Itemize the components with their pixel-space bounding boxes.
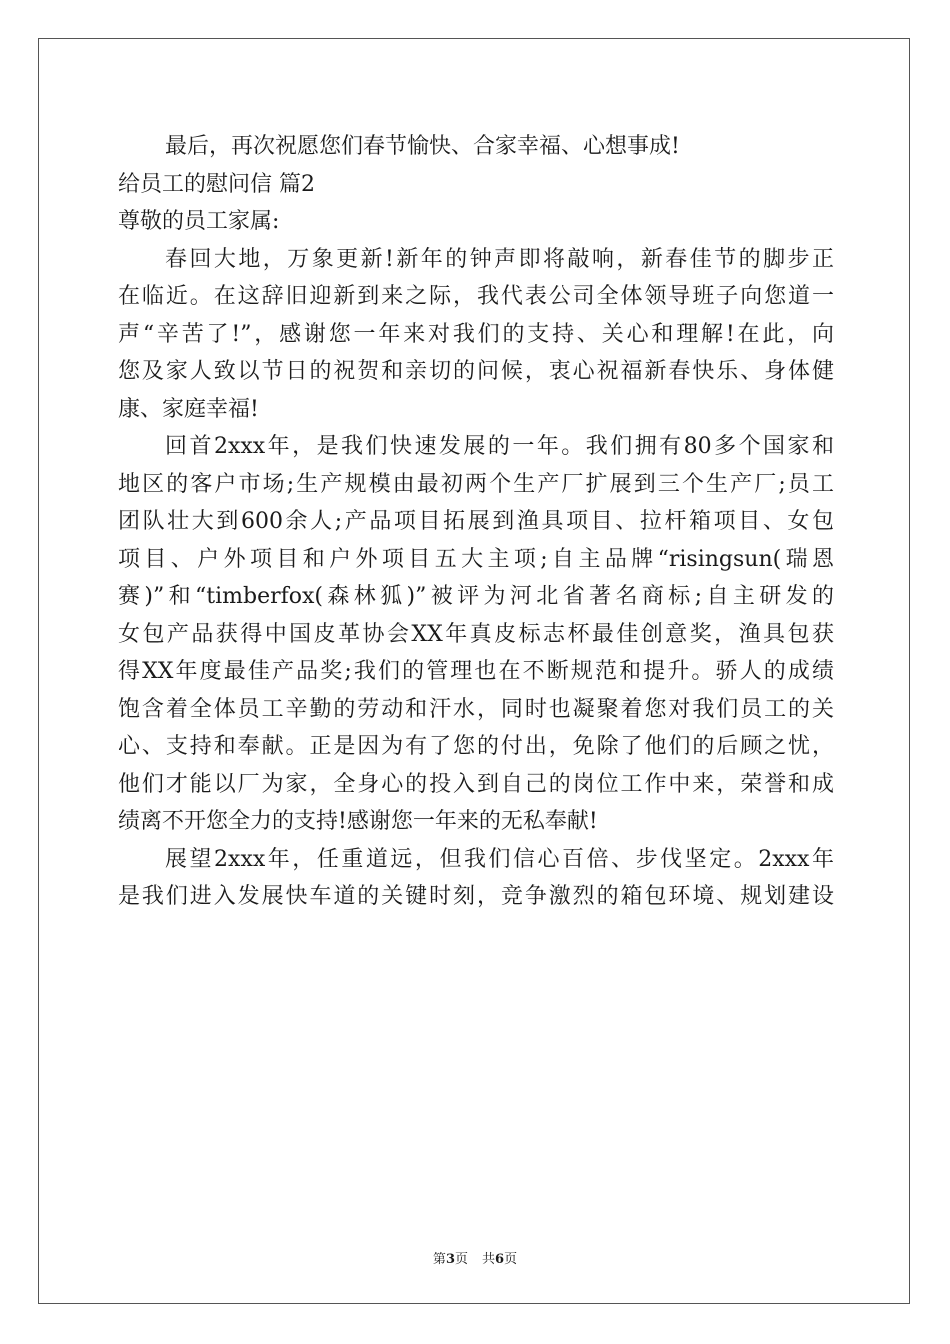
page-footer <box>0 1248 950 1267</box>
paragraph-line: 是我们进入发展快车道的关键时刻，竞争激烈的箱包环境、规划建设 <box>118 884 834 909</box>
paragraph-line: 回首2xxx年，是我们快速发展的一年。我们拥有80多个国家和 <box>165 434 834 459</box>
page-prefix: 第 <box>432 1252 446 1267</box>
paragraph-line: 绩离不开您全力的支持!感谢您一年来的无私奉献! <box>118 809 598 834</box>
salutation: 尊敬的员工家属: <box>118 209 280 234</box>
paragraph-line: 在临近。在这辞旧迎新到来之际，我代表公司全体领导班子向您道一 <box>118 284 834 309</box>
paragraph-line: 得XX年度最佳产品奖;我们的管理也在不断规范和提升。骄人的成绩 <box>118 659 834 684</box>
paragraph-line: 饱含着全体员工辛勤的劳动和汗水，同时也凝聚着您对我们员工的关 <box>118 696 834 722</box>
paragraph-line: 声“辛苦了!”，感谢您一年来对我们的支持、关心和理解!在此，向 <box>118 321 834 347</box>
total-suffix: 页 <box>504 1252 518 1267</box>
page-suffix: 页 <box>454 1252 468 1267</box>
paragraph-line: 康、家庭幸福! <box>118 396 259 422</box>
paragraph-line: 展望2xxx年，任重道远，但我们信心百倍、步伐坚定。2xxx年 <box>165 846 834 872</box>
paragraph-line: 团队壮大到600余人;产品项目拓展到渔具项目、拉杆箱项目、女包 <box>118 509 834 534</box>
paragraph-line: 赛)”和“timberfox(森林狐)”被评为河北省著名商标;自主研发的 <box>118 584 834 609</box>
total-page-number: 6 <box>495 1252 505 1267</box>
document-body <box>118 128 834 916</box>
closing-wish-line: 最后，再次祝愿您们春节愉快、合家幸福、心想事成! <box>165 134 680 159</box>
current-page-number: 3 <box>445 1252 455 1267</box>
paragraph-line: 心、支持和奉献。正是因为有了您的付出，免除了他们的后顾之忧， <box>118 734 834 759</box>
section-heading: 给员工的慰问信 篇2 <box>118 171 315 197</box>
paragraph-line: 地区的客户市场;生产规模由最初两个生产厂扩展到三个生产厂;员工 <box>118 471 834 497</box>
paragraph-line: 他们才能以厂为家，全身心的投入到自己的岗位工作中来，荣誉和成 <box>118 771 834 797</box>
paragraph-line: 女包产品获得中国皮革协会XX年真皮标志杯最佳创意奖，渔具包获 <box>118 621 834 647</box>
paragraph-line: 春回大地，万象更新!新年的钟声即将敲响，新春佳节的脚步正 <box>165 246 834 272</box>
paragraph-line: 您及家人致以节日的祝贺和亲切的问候，衷心祝福新春快乐、身体健 <box>118 359 834 384</box>
total-prefix: 共 <box>482 1252 496 1267</box>
paragraph-line: 项目、户外项目和户外项目五大主项;自主品牌“risingsun(瑞恩 <box>118 546 834 572</box>
